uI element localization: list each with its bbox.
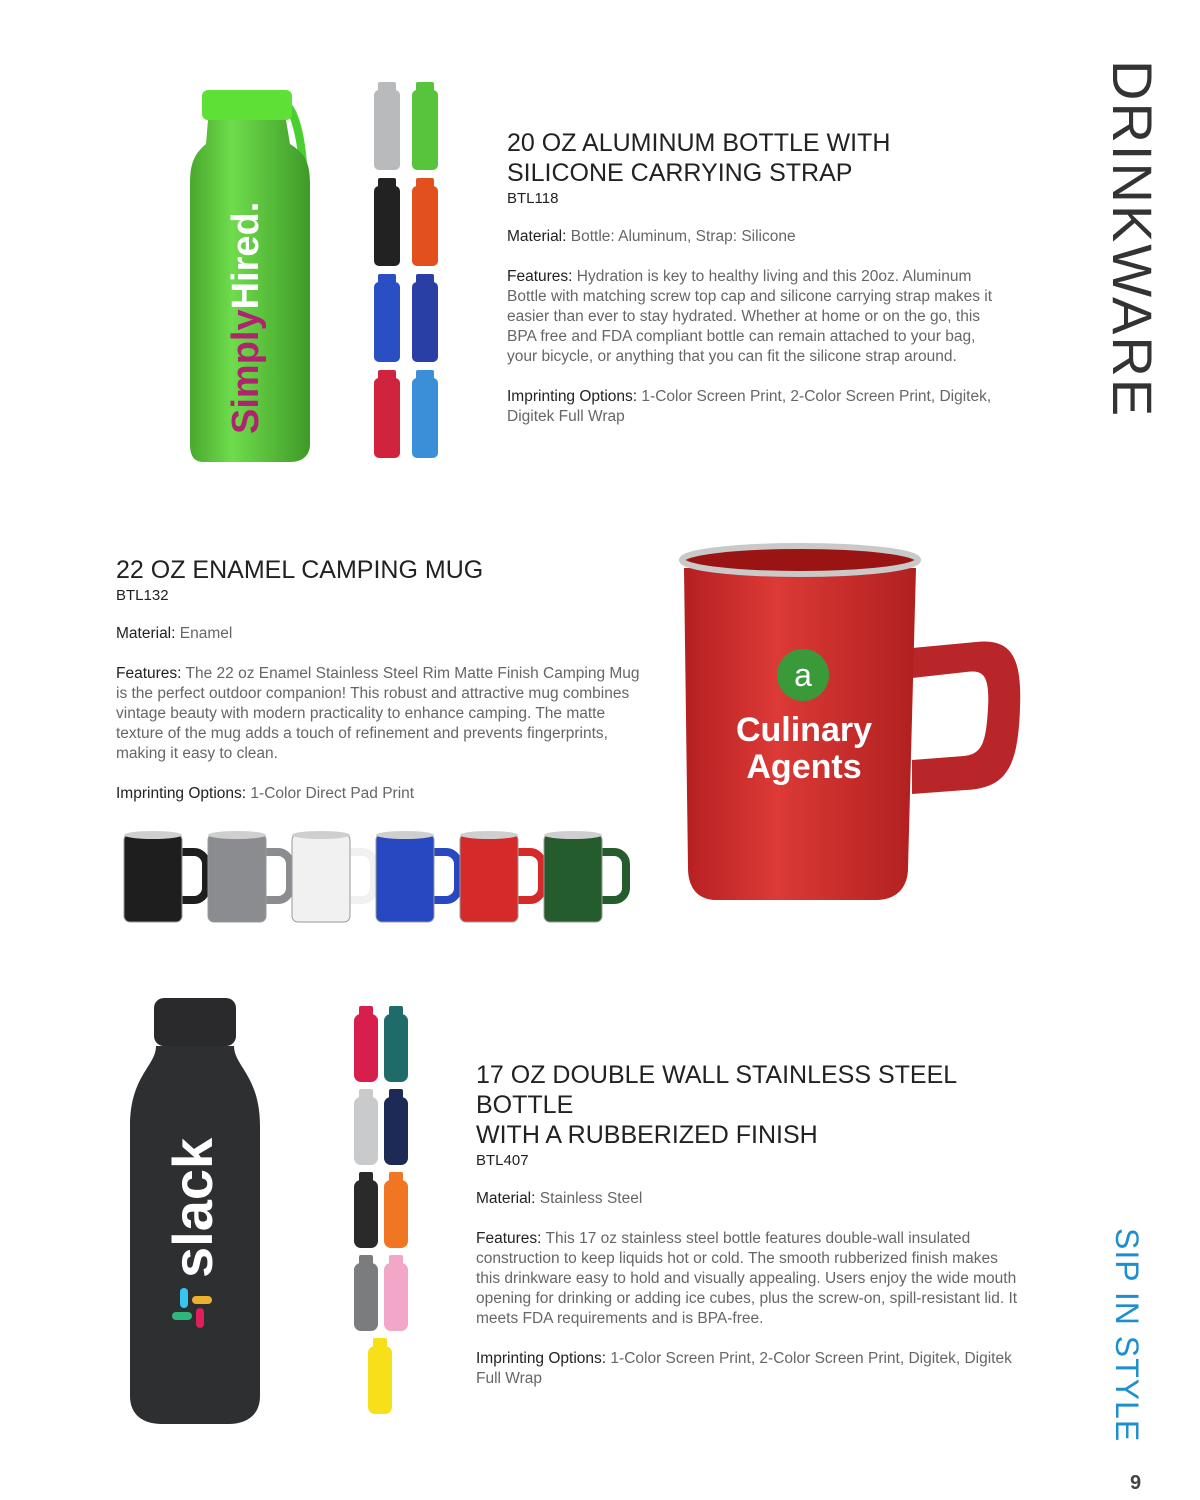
imprint-value: 1-Color Direct Pad Print <box>250 785 415 802</box>
title-line-2: SILICONE CARRYING STRAP <box>507 159 853 187</box>
color-variant-bottle <box>384 1006 408 1082</box>
color-variant-bottle <box>384 1089 408 1165</box>
logo-line-1: Culinary <box>735 711 873 749</box>
material-label: Material: <box>507 228 567 245</box>
color-variant-bottle <box>354 1006 378 1082</box>
section-title: DRINKWARE <box>1101 60 1164 419</box>
color-variant-bottle <box>354 1172 378 1248</box>
material-text <box>116 624 641 644</box>
imprint-text <box>476 1349 1021 1389</box>
imprint-label: Imprinting Options: <box>476 1350 607 1367</box>
color-variant-mug <box>208 831 290 922</box>
imprint-label: Imprinting Options: <box>507 388 638 405</box>
title-line-1: 20 OZ ALUMINUM BOTTLE WITH <box>507 129 891 157</box>
section-subtitle: SIP IN STYLE <box>1109 1228 1145 1443</box>
logo-simply: Simply <box>225 309 267 434</box>
simplyhired-logo <box>225 202 267 434</box>
imprint-value: 1-Color Screen Print, 2-Color Screen Print, Digitek, Digitek Full Wrap <box>476 1350 1012 1387</box>
color-variant-bottle <box>412 370 438 458</box>
product-block-btl132 <box>116 555 641 804</box>
title-line-1: 22 OZ ENAMEL CAMPING MUG <box>116 556 484 584</box>
color-variant-bottle <box>374 274 400 362</box>
product-image-camping-mug <box>676 538 1026 908</box>
color-swatches-stainless-bottle <box>352 1006 414 1416</box>
color-variant-bottle <box>374 82 400 170</box>
color-variant-mug <box>376 831 458 922</box>
color-variant-mug <box>460 831 542 922</box>
title-line-1: 17 OZ DOUBLE WALL STAINLESS STEEL BOTTLE <box>476 1061 957 1119</box>
color-variant-bottle <box>412 82 438 170</box>
material-value: Enamel <box>179 625 233 642</box>
color-variant-mug <box>292 831 374 922</box>
product-title <box>476 1060 1021 1150</box>
features-label: Features: <box>507 268 573 285</box>
product-sku: BTL407 <box>476 1152 529 1169</box>
color-variant-mug <box>544 831 626 922</box>
page-number: 9 <box>1130 1472 1142 1494</box>
color-variant-bottle <box>384 1255 408 1331</box>
product-image-aluminum-bottle <box>180 84 320 466</box>
logo-letter: a <box>794 657 812 693</box>
product-block-btl407 <box>476 1060 1021 1389</box>
material-text <box>476 1189 1021 1209</box>
imprint-value: 1-Color Screen Print, 2-Color Screen Print, Digitek, Digitek Full Wrap <box>507 388 992 425</box>
color-variant-bottle <box>374 370 400 458</box>
color-variant-bottle <box>368 1338 392 1414</box>
features-label: Features: <box>476 1230 542 1247</box>
product-sku: BTL118 <box>507 190 559 207</box>
features-text <box>116 664 641 764</box>
features-text <box>476 1229 1021 1329</box>
features-value: Hydration is key to healthy living and this 20oz. Aluminum Bottle with matching screw top cap and silicone carrying strap makes it easier than ever to stay hydrated. Whether at home or on the go, this BPA free and FDA compliant bottle can remain attached to your bag, your bicycle, or anything that you can fit the silicone strap around. <box>507 268 993 365</box>
features-text <box>507 267 1007 367</box>
features-label: Features: <box>116 665 182 682</box>
features-value: This 17 oz stainless steel bottle features double-wall insulated construction to keep liquids hot or cold. The smooth rubberized finish makes this drinkware easy to hold and visually appealing. Users enjoy the wide mouth opening for drinking or adding ice cubes, plus the screw-on, spill-resistant lid. It meets FDA requirements and is BPA-free. <box>476 1230 1018 1327</box>
color-variant-bottle <box>412 274 438 362</box>
color-swatches-aluminum-bottle <box>370 80 440 462</box>
material-value: Bottle: Aluminum, Strap: Silicone <box>570 228 796 245</box>
imprint-label: Imprinting Options: <box>116 785 247 802</box>
product-image-stainless-bottle <box>120 996 270 1428</box>
color-variant-bottle <box>412 178 438 266</box>
product-title <box>116 555 641 585</box>
product-block-btl118 <box>507 128 1007 427</box>
material-label: Material: <box>476 1190 536 1207</box>
color-swatches-camping-mug <box>120 828 640 928</box>
material-value: Stainless Steel <box>539 1190 643 1207</box>
title-line-2: WITH A RUBBERIZED FINISH <box>476 1121 818 1149</box>
color-variant-bottle <box>374 178 400 266</box>
color-variant-bottle <box>354 1089 378 1165</box>
product-sku: BTL132 <box>116 587 169 604</box>
logo-hired: Hired. <box>225 201 267 310</box>
material-text <box>507 227 1007 247</box>
slack-logo-text: slack <box>161 1137 224 1278</box>
imprint-text <box>116 784 641 804</box>
imprint-text <box>507 387 1007 427</box>
product-title <box>507 128 1007 188</box>
logo-line-2: Agents <box>746 748 862 786</box>
color-variant-bottle <box>354 1255 378 1331</box>
color-variant-bottle <box>384 1172 408 1248</box>
color-variant-mug <box>124 831 206 922</box>
features-value: The 22 oz Enamel Stainless Steel Rim Matte Finish Camping Mug is the perfect outdoor companion! This robust and attractive mug combines vintage beauty with modern practicality to enhance camping. The matte texture of the mug adds a touch of refinement and prevents fingerprints, making it easy to clean. <box>116 665 640 762</box>
material-label: Material: <box>116 625 176 642</box>
